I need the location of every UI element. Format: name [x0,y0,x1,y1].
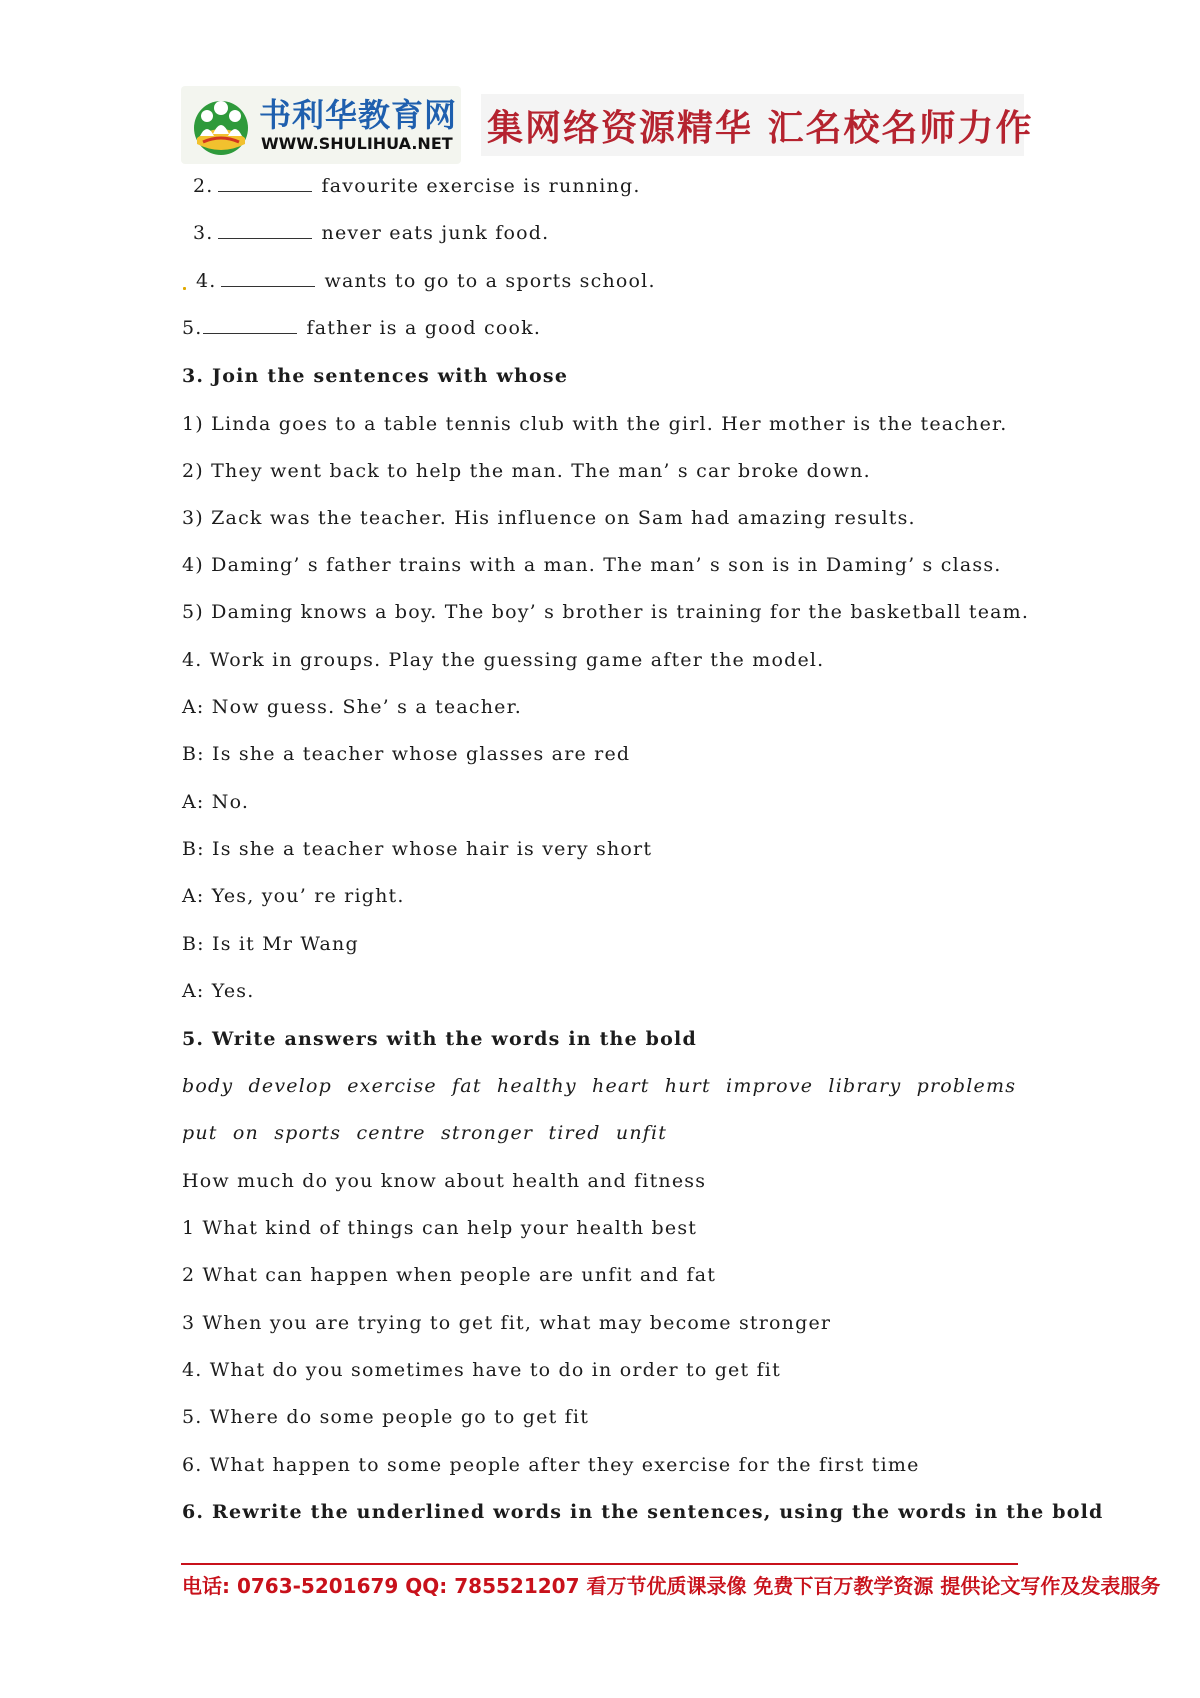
item-text: father is a good cook. [306,317,542,339]
item-number: 4. [196,270,217,292]
fill-blank-item-5 [182,317,541,339]
header-banner [181,86,1034,164]
section-4-title: 4. Work in groups. Play the guessing game after the model. [182,649,825,671]
section-5-intro: How much do you know about health and fitness [182,1170,707,1192]
answer-blank[interactable] [203,317,297,334]
dialog-line-1: A: Now guess. She’ s a teacher. [182,696,523,718]
section-3-title: 3. Join the sentences with whose [182,365,569,387]
fill-blank-item-2 [193,175,641,197]
item-number: 5. [182,317,203,339]
item-text: favourite exercise is running. [321,175,641,197]
answer-blank[interactable] [218,175,312,192]
site-logo[interactable] [181,86,461,164]
slogan-text: 集网络资源精华 汇名校名师力作 [487,108,1034,149]
dialog-line-3: A: No. [182,791,250,813]
logo-title: 书利华教育网 [259,96,458,134]
word-bank-line-2: put on sports centre stronger tired unfit [182,1122,668,1144]
item-number: 2. [193,175,214,197]
question-3: 3 When you are trying to get fit, what may become stronger [182,1312,832,1334]
section-3-line-1: 1) Linda goes to a table tennis club with the girl. Her mother is the teacher. [182,413,1008,435]
question-4: 4. What do you sometimes have to do in order to get fit [182,1359,781,1381]
section-5-title: 5. Write answers with the words in the bold [182,1028,697,1050]
question-2: 2 What can happen when people are unfit and fat [182,1264,717,1286]
logo-url[interactable]: WWW.SHULIHUA.NET [261,134,453,153]
stray-mark [183,287,186,290]
section-6-title: 6. Rewrite the underlined words in the sentences, using the words in the bold [182,1501,1104,1523]
item-text: never eats junk food. [321,222,550,244]
question-5: 5. Where do some people go to get fit [182,1406,590,1428]
header-slogan [481,94,1034,156]
dialog-line-5: A: Yes, you’ re right. [182,885,405,907]
section-3-line-3: 3) Zack was the teacher. His influence on Sam had amazing results. [182,507,916,529]
fill-blank-item-4 [196,270,656,292]
dialog-line-7: A: Yes. [182,980,255,1002]
question-6: 6. What happen to some people after they exercise for the first time [182,1454,920,1476]
item-number: 3. [193,222,214,244]
dialog-line-6: B: Is it Mr Wang [182,933,359,955]
question-1: 1 What kind of things can help your health best [182,1217,698,1239]
answer-blank[interactable] [218,222,312,239]
section-3-line-5: 5) Daming knows a boy. The boy’ s brother is training for the basketball team. [182,601,1030,623]
dialog-line-4: B: Is she a teacher whose hair is very short [182,838,653,860]
footer-divider [181,1563,1018,1565]
section-3-line-4: 4) Daming’ s father trains with a man. The man’ s son is in Daming’ s class. [182,554,1002,576]
footer-contact: 电话: 0763-5201679 QQ: 785521207 看万节优质课录像 免费下百万教学资源 提供论文写作及发表服务 [182,1574,1161,1598]
section-3-line-2: 2) They went back to help the man. The man’ s car broke down. [182,460,871,482]
fill-blank-item-3 [193,222,549,244]
word-bank-line-1: body develop exercise fat healthy heart hurt improve library problems [182,1075,1017,1097]
item-text: wants to go to a sports school. [324,270,656,292]
answer-blank[interactable] [221,270,315,287]
logo-people-icon [189,94,253,156]
dialog-line-2: B: Is she a teacher whose glasses are red [182,743,631,765]
